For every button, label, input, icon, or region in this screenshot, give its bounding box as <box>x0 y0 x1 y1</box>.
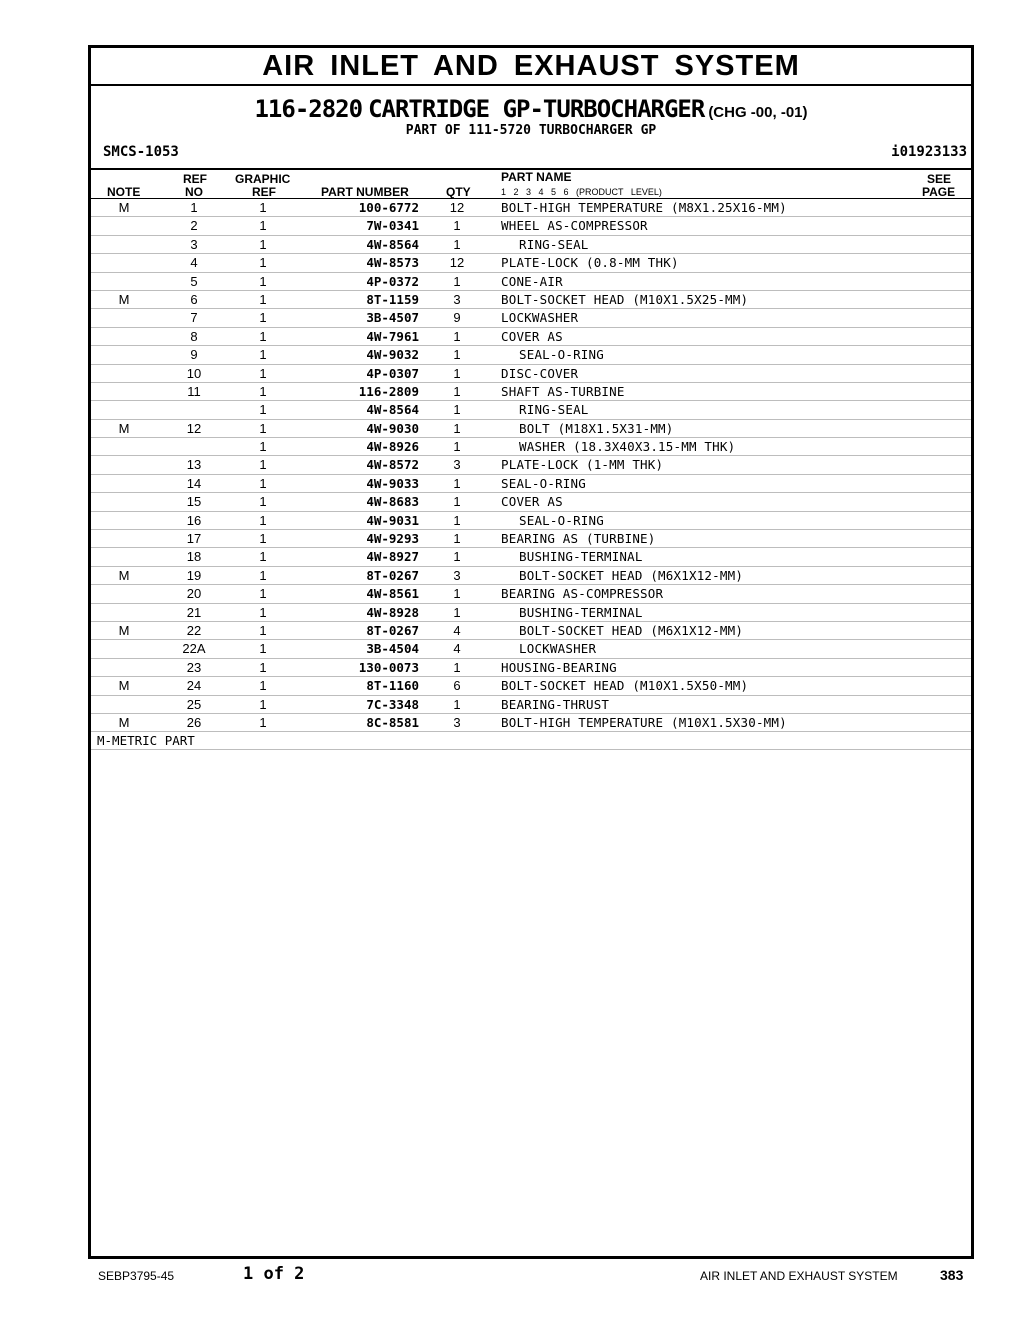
cell-note: M <box>118 622 130 638</box>
cell-ref-no: 21 <box>186 604 202 620</box>
cell-part-name: LOCKWASHER <box>501 310 579 326</box>
parts-table-body <box>91 199 971 732</box>
cell-ref-no: 12 <box>186 420 202 436</box>
cell-part-number: 4W-8564 <box>366 402 419 418</box>
cell-ref-no: 23 <box>186 659 202 675</box>
page-of: 1 of 2 <box>243 1264 305 1284</box>
cell-part-number: 4W-9293 <box>366 531 419 547</box>
col-graphic-bottom: REF <box>252 185 276 199</box>
cell-part-name: RING-SEAL <box>519 402 589 418</box>
table-header <box>91 170 971 199</box>
cell-ref-no: 5 <box>190 273 198 289</box>
cell-part-name: COVER AS <box>501 494 563 510</box>
cell-ref-no: 8 <box>190 328 198 344</box>
cell-ref-no: 10 <box>186 365 202 381</box>
cell-part-name: SEAL-O-RING <box>519 512 604 528</box>
cell-graphic-ref: 1 <box>259 328 267 344</box>
cell-qty: 3 <box>453 291 461 307</box>
cell-part-number: 8T-0267 <box>366 622 419 638</box>
cell-qty: 1 <box>453 696 461 712</box>
col-see-bottom: PAGE <box>922 185 956 199</box>
doc-number: SEBP3795-45 <box>98 1269 175 1283</box>
cell-part-name: CONE-AIR <box>501 273 563 289</box>
cell-qty: 1 <box>453 347 461 363</box>
cell-part-name: RING-SEAL <box>519 236 589 252</box>
cell-qty: 4 <box>453 641 461 657</box>
table-row <box>91 640 971 658</box>
cell-note: M <box>118 291 130 307</box>
cell-qty: 1 <box>453 383 461 399</box>
cell-part-number: 8T-1160 <box>366 678 419 694</box>
cell-ref-no: 22A <box>182 641 206 657</box>
table-row <box>91 604 971 622</box>
cell-part-name: BEARING AS (TURBINE) <box>501 531 656 547</box>
cell-qty: 1 <box>453 236 461 252</box>
cell-part-number: 7W-0341 <box>366 218 419 234</box>
cell-qty: 1 <box>453 659 461 675</box>
table-row <box>91 548 971 566</box>
cell-part-number: 4W-8561 <box>366 586 419 602</box>
page-footer <box>0 1264 1020 1286</box>
cell-qty: 1 <box>453 604 461 620</box>
table-row <box>91 696 971 714</box>
cell-part-name: BOLT-HIGH TEMPERATURE (M10X1.5X30-MM) <box>501 714 787 730</box>
cell-part-number: 3B-4504 <box>366 641 419 657</box>
footer-system: AIR INLET AND EXHAUST SYSTEM <box>700 1269 898 1283</box>
cell-graphic-ref: 1 <box>259 457 267 473</box>
cell-ref-no: 4 <box>190 255 198 271</box>
group-heading <box>91 96 971 122</box>
table-row <box>91 401 971 419</box>
footnote: M-METRIC PART <box>91 732 971 750</box>
table-row <box>91 456 971 474</box>
cell-part-number: 4W-9033 <box>366 475 419 491</box>
table-row <box>91 273 971 291</box>
table-row <box>91 199 971 217</box>
cell-graphic-ref: 1 <box>259 420 267 436</box>
table-row <box>91 585 971 603</box>
cell-graphic-ref: 1 <box>259 641 267 657</box>
cell-note: M <box>118 678 130 694</box>
page-number: 383 <box>940 1267 964 1283</box>
cell-ref-no: 3 <box>190 236 198 252</box>
group-number: 116-2820 <box>254 95 363 123</box>
cell-graphic-ref: 1 <box>259 439 267 455</box>
cell-qty: 1 <box>453 328 461 344</box>
table-row <box>91 365 971 383</box>
cell-ref-no: 7 <box>190 310 198 326</box>
cell-qty: 12 <box>449 255 465 271</box>
table-row <box>91 512 971 530</box>
cell-ref-no: 1 <box>190 200 198 215</box>
cell-part-number: 4W-8927 <box>366 549 419 565</box>
cell-qty: 1 <box>453 531 461 547</box>
cell-graphic-ref: 1 <box>259 512 267 528</box>
cell-part-name: BOLT (M18X1.5X31-MM) <box>519 420 674 436</box>
table-row <box>91 493 971 511</box>
cell-part-number: 116-2809 <box>358 383 419 399</box>
col-ref-bottom: NO <box>185 185 203 199</box>
cell-graphic-ref: 1 <box>259 549 267 565</box>
cell-part-number: 4W-8926 <box>366 439 419 455</box>
cell-qty: 3 <box>453 567 461 583</box>
col-part-number: PART NUMBER <box>321 185 409 199</box>
cell-graphic-ref: 1 <box>259 586 267 602</box>
cell-qty: 1 <box>453 420 461 436</box>
cell-part-name: BEARING-THRUST <box>501 696 610 712</box>
cell-ref-no: 17 <box>186 531 202 547</box>
cell-part-name: BUSHING-TERMINAL <box>519 549 643 565</box>
cell-part-number: 4W-8573 <box>366 255 419 271</box>
cell-part-name: SEAL-O-RING <box>501 475 586 491</box>
cell-ref-no: 26 <box>186 714 202 730</box>
col-graphic-top: GRAPHIC <box>235 172 291 186</box>
cell-graphic-ref: 1 <box>259 678 267 694</box>
cell-ref-no: 19 <box>186 567 202 583</box>
smcs-row <box>91 144 971 170</box>
cell-part-number: 4W-9032 <box>366 347 419 363</box>
cell-part-name: COVER AS <box>501 328 563 344</box>
cell-part-number: 8T-1159 <box>366 291 419 307</box>
cell-part-number: 4W-9030 <box>366 420 419 436</box>
cell-qty: 1 <box>453 402 461 418</box>
table-row <box>91 438 971 456</box>
cell-note: M <box>118 200 130 215</box>
cell-graphic-ref: 1 <box>259 604 267 620</box>
table-row <box>91 622 971 640</box>
cell-qty: 1 <box>453 273 461 289</box>
table-row <box>91 714 971 732</box>
cell-part-name: WHEEL AS-COMPRESSOR <box>501 218 648 234</box>
cell-part-name: SHAFT AS-TURBINE <box>501 383 625 399</box>
cell-graphic-ref: 1 <box>259 475 267 491</box>
col-see-top: SEE <box>927 172 952 186</box>
cell-part-name: LOCKWASHER <box>519 641 597 657</box>
table-row <box>91 659 971 677</box>
cell-graphic-ref: 1 <box>259 291 267 307</box>
cell-part-number: 4W-7961 <box>366 328 419 344</box>
cell-part-name: PLATE-LOCK (0.8-MM THK) <box>501 255 679 271</box>
cell-part-name: BOLT-SOCKET HEAD (M10X1.5X25-MM) <box>501 291 749 307</box>
cell-part-name: BOLT-HIGH TEMPERATURE (M8X1.25X16-MM) <box>501 200 787 215</box>
cell-ref-no: 25 <box>186 696 202 712</box>
page-title: AIR INLET AND EXHAUST SYSTEM <box>262 50 800 82</box>
cell-qty: 1 <box>453 549 461 565</box>
table-row <box>91 530 971 548</box>
col-note: NOTE <box>107 185 141 199</box>
group-name: CARTRIDGE GP-TURBOCHARGER <box>368 95 705 123</box>
cell-graphic-ref: 1 <box>259 659 267 675</box>
cell-qty: 3 <box>453 457 461 473</box>
cell-part-name: BOLT-SOCKET HEAD (M6X1X12-MM) <box>519 567 744 583</box>
cell-qty: 1 <box>453 475 461 491</box>
cell-part-number: 4P-0372 <box>366 273 419 289</box>
cell-part-number: 8C-8581 <box>366 714 419 730</box>
cell-part-name: BOLT-SOCKET HEAD (M10X1.5X50-MM) <box>501 678 749 694</box>
cell-graphic-ref: 1 <box>259 255 267 271</box>
table-row <box>91 475 971 493</box>
cell-ref-no: 18 <box>186 549 202 565</box>
cell-part-number: 7C-3348 <box>366 696 419 712</box>
cell-graphic-ref: 1 <box>259 365 267 381</box>
smcs-code: SMCS-1053 <box>103 144 179 160</box>
cell-part-number: 3B-4507 <box>366 310 419 326</box>
table-row <box>91 677 971 695</box>
table-row <box>91 420 971 438</box>
cell-qty: 1 <box>453 494 461 510</box>
cell-graphic-ref: 1 <box>259 402 267 418</box>
table-row <box>91 328 971 346</box>
cell-qty: 1 <box>453 512 461 528</box>
cell-qty: 3 <box>453 714 461 730</box>
cell-graphic-ref: 1 <box>259 236 267 252</box>
cell-part-name: BEARING AS-COMPRESSOR <box>501 586 664 602</box>
cell-ref-no: 13 <box>186 457 202 473</box>
cell-part-name: DISC-COVER <box>501 365 579 381</box>
cell-graphic-ref: 1 <box>259 273 267 289</box>
cell-ref-no: 15 <box>186 494 202 510</box>
table-row <box>91 567 971 585</box>
change-level: (CHG -00, -01) <box>708 104 808 121</box>
cell-part-name: HOUSING-BEARING <box>501 659 617 675</box>
cell-ref-no: 9 <box>190 347 198 363</box>
cell-qty: 12 <box>449 200 465 215</box>
cell-qty: 1 <box>453 218 461 234</box>
cell-graphic-ref: 1 <box>259 218 267 234</box>
col-ref-top: REF <box>183 172 207 186</box>
cell-graphic-ref: 1 <box>259 347 267 363</box>
cell-qty: 6 <box>453 678 461 694</box>
col-qty: QTY <box>446 185 471 199</box>
cell-graphic-ref: 1 <box>259 714 267 730</box>
cell-graphic-ref: 1 <box>259 622 267 638</box>
cell-graphic-ref: 1 <box>259 310 267 326</box>
parts-page-frame <box>88 45 974 1259</box>
cell-qty: 9 <box>453 310 461 326</box>
cell-part-number: 4P-0307 <box>366 365 419 381</box>
table-row <box>91 254 971 272</box>
cell-ref-no: 14 <box>186 475 202 491</box>
cell-note: M <box>118 420 130 436</box>
cell-part-name: PLATE-LOCK (1-MM THK) <box>501 457 664 473</box>
cell-part-number: 100-6772 <box>358 200 419 215</box>
cell-ref-no: 2 <box>190 218 198 234</box>
cell-graphic-ref: 1 <box>259 494 267 510</box>
cell-qty: 1 <box>453 439 461 455</box>
cell-part-name: WASHER (18.3X40X3.15-MM THK) <box>519 439 736 455</box>
table-row <box>91 346 971 364</box>
cell-note: M <box>118 714 130 730</box>
cell-part-number: 4W-8564 <box>366 236 419 252</box>
cell-qty: 1 <box>453 586 461 602</box>
cell-graphic-ref: 1 <box>259 383 267 399</box>
cell-part-number: 4W-8572 <box>366 457 419 473</box>
cell-part-number: 4W-9031 <box>366 512 419 528</box>
cell-note: M <box>118 567 130 583</box>
cell-graphic-ref: 1 <box>259 531 267 547</box>
cell-qty: 1 <box>453 365 461 381</box>
cell-part-name: BOLT-SOCKET HEAD (M6X1X12-MM) <box>519 622 744 638</box>
cell-ref-no: 24 <box>186 678 202 694</box>
cell-part-name: SEAL-O-RING <box>519 347 604 363</box>
cell-part-number: 4W-8928 <box>366 604 419 620</box>
col-part-name: PART NAME <box>501 170 572 184</box>
cell-graphic-ref: 1 <box>259 200 267 215</box>
cell-ref-no: 11 <box>187 383 201 399</box>
table-row <box>91 291 971 309</box>
cell-graphic-ref: 1 <box>259 696 267 712</box>
cell-ref-no: 6 <box>190 291 198 307</box>
cell-ref-no: 22 <box>186 622 202 638</box>
cell-part-number: 130-0073 <box>358 659 419 675</box>
part-of-line: PART OF 111-5720 TURBOCHARGER GP <box>405 123 657 138</box>
cell-qty: 4 <box>453 622 461 638</box>
table-row <box>91 383 971 401</box>
cell-ref-no: 16 <box>186 512 202 528</box>
cell-ref-no: 20 <box>186 586 202 602</box>
cell-graphic-ref: 1 <box>259 567 267 583</box>
title-band <box>91 48 971 86</box>
cell-part-number: 8T-0267 <box>366 567 419 583</box>
cell-part-name: BUSHING-TERMINAL <box>519 604 643 620</box>
table-row <box>91 309 971 327</box>
table-row <box>91 236 971 254</box>
table-row <box>91 217 971 235</box>
col-product-level: 1 2 3 4 5 6 (PRODUCT LEVEL) <box>501 187 662 197</box>
illustration-id: i01923133 <box>891 144 967 160</box>
cell-part-number: 4W-8683 <box>366 494 419 510</box>
